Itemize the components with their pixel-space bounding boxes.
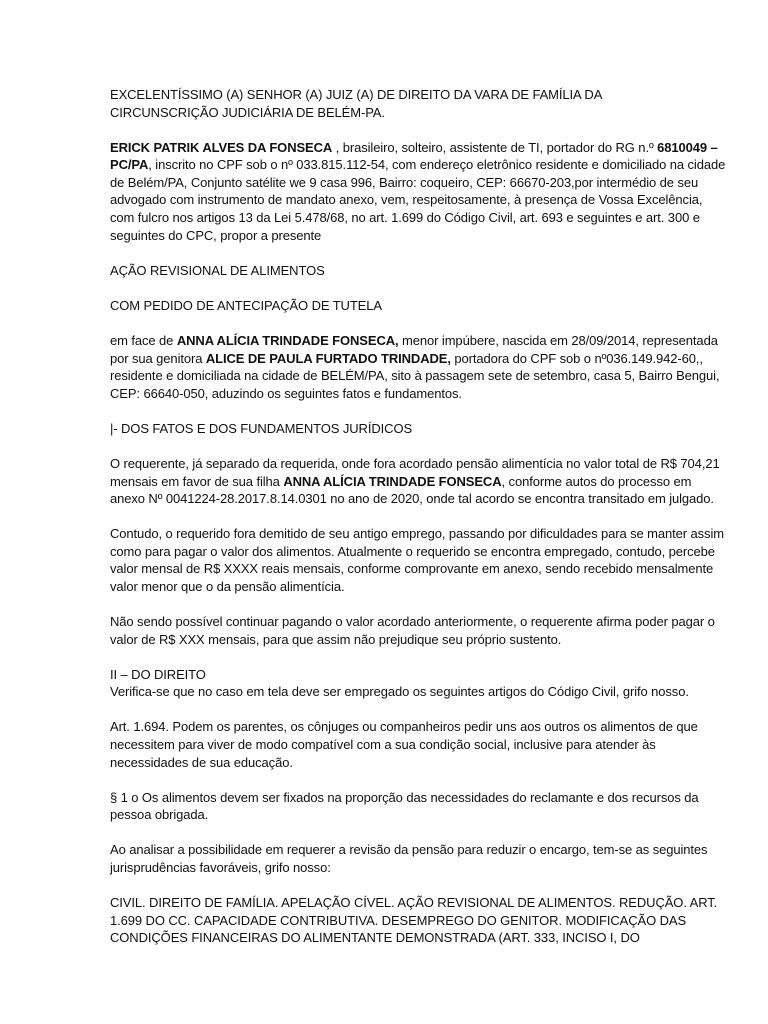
defendant-qualification [110,332,728,402]
article-paragraph-1: § 1 o Os alimentos devem ser fixados na proporção das necessidades do reclamante e dos recursos da pessoa obrigada. [110,789,699,823]
plaintiff-qualification [110,139,728,245]
jurisprudence-intro: Ao analisar a possibilidade em requerer a revisão da pensão para reduzir o encargo, tem-se as seguintes jurisprudências favoráveis, grifo nosso: [110,842,708,875]
action-subtitle: COM PEDIDO DE ANTECIPAÇÃO DE TUTELA [110,297,382,313]
facts-text: O requerente, já separado da requerida, onde fora acordado pensão alimentícia no valor total de R$ 704,21 mensais em favor de sua filha [110,455,720,489]
addressee-heading [110,86,728,121]
plaintiff-rg: 6810049 – PC/PA [110,139,718,173]
qualification-text: , brasileiro, solteiro, assistente de TI, portador do RG n.º [332,139,658,155]
defendant-name: ANNA ALÍCIA TRINDADE FONSECA, [176,332,399,348]
facts-paragraph-3: Não sendo possível continuar pagando o valor acordado anteriormente, o requerente afirma poder pagar o valor de R$ XXX mensais, para que assim não prejudique seu próprio sustento. [110,614,715,647]
facts-text-cont: , conforme autos do processo em anexo Nº 0041224-28.2017.8.14.0301 no ano de 2020, onde tal acordo se encontra transitado em julgado. [110,473,714,507]
addressee-line-2: CIRCUNSCRIÇÃO JUDICIÁRIA DE BELÉM-PA. [110,104,385,120]
section-facts-title: |- DOS FATOS E DOS FUNDAMENTOS JURÍDICOS [110,420,413,436]
qualification-text-cont: , inscrito no CPF sob o nº 033.815.112-54, com endereço eletrônico residente e domiciliado na cidade de Belém/PA, Conjunto satélite we 9 casa 996, Bairro: coqueiro, CEP: 66670-203,por intermédio de seu advogado com instrumento de mandato anexo, vem, respeitosamente, à presença de Vossa Excelência, com fulcro nos artigos 13 da Lei 5.478/68, no art. 1.699 do Código Civil, art. 693 e seguintes e art. 300 e seguintes do CPC, propor a presente [110,157,726,243]
addressee-line-1: EXCELENTÍSSIMO (A) SENHOR (A) JUIZ (A) DE DIREITO DA VARA DE FAMÍLIA DA [110,87,603,102]
jurisprudence-text: CIVIL. DIREITO DE FAMÍLIA. APELAÇÃO CÍVEL. AÇÃO REVISIONAL DE ALIMENTOS. REDUÇÃO. ART. 1.699 DO CC. CAPACIDADE CONTRIBUTIVA. DESEMPREGO DO GENITOR. MODIFICAÇÃO DAS CONDIÇÕES FINANCEIRAS DO ALIMENTANTE DEMONSTRADA (ART. 333, INCISO I, DO [110,895,718,946]
article-1694: Art. 1.694. Podem os parentes, os cônjuges ou companheiros pedir uns aos outros os alimentos de que necessitem para viver de modo compatível com a sua condição social, inclusive para atender às necessidades de sua educação. [110,719,698,770]
defendant-text-cont: menor impúbere, nascida em 28/09/2014, representada por sua genitora [110,332,718,366]
law-intro: Verifica-se que no caso em tela deve ser empregado os seguintes artigos do Código Civil, grifo nosso. [110,684,689,700]
defendant-text: em face de [110,332,177,348]
mother-name: ALICE DE PAULA FURTADO TRINDADE, [205,350,451,366]
facts-paragraph-1 [110,455,728,508]
plaintiff-name: ERICK PATRIK ALVES DA FONSECA [110,139,333,155]
daughter-name: ANNA ALÍCIA TRINDADE FONSECA [283,473,502,489]
facts-paragraph-2: Contudo, o requerido fora demitido de seu antigo emprego, passando por dificuldades para se manter assim como para pagar o valor dos alimentos. Atualmente o requerido se encontra empregado, contudo, percebe valor mensal de R$ XXXX reais mensais, conforme comprovante em anexo, sendo recebido mensalmente valor menor que o da pensão alimentícia. [110,526,724,594]
section-law-title: II – DO DIREITO [110,666,206,682]
action-title: AÇÃO REVISIONAL DE ALIMENTOS [110,262,325,278]
defendant-text-end: portadora do CPF sob o nº036.149.942-60,, residente e domiciliada na cidade de BELÉM/PA, sito à passagem sete de setembro, casa 5, Bairro Bengui, CEP: 66640-050, aduzindo os seguintes fatos e fundamentos. [110,350,720,401]
